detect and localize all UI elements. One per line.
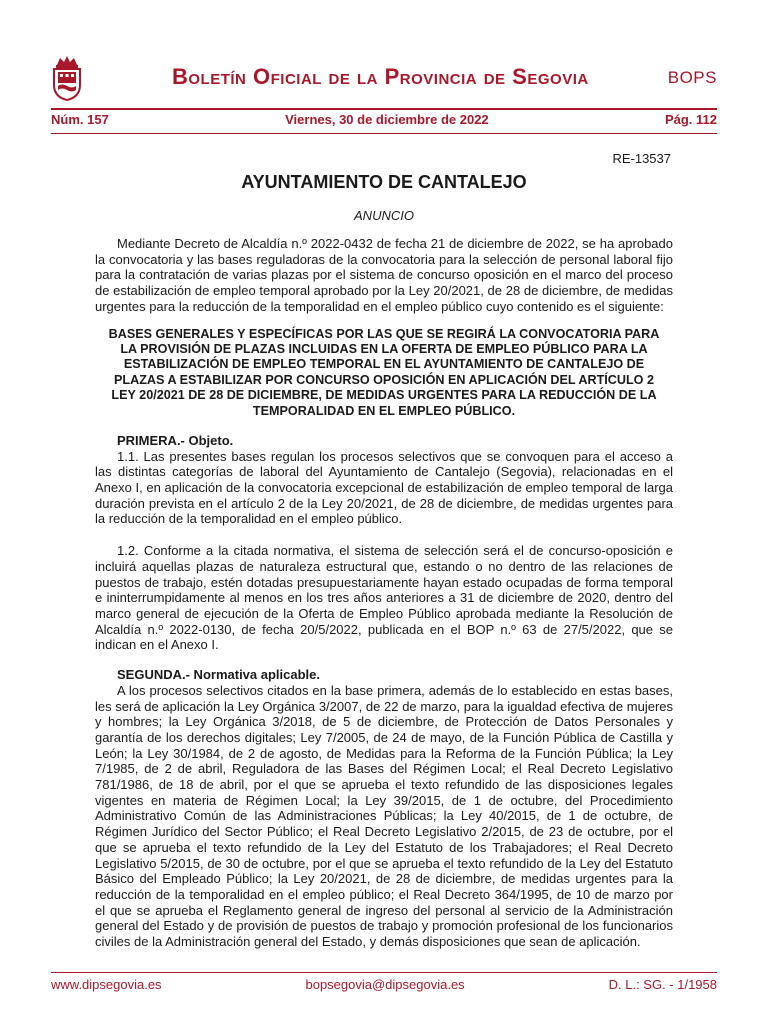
registry-reference: RE-13537: [612, 151, 671, 166]
email-link[interactable]: bopsegovia@dipsegovia.es: [305, 977, 465, 992]
paragraph-1-1: 1.1. Las presentes bases regulan los procesos selectivos que se convoquen para el acceso a las distintas categorías de laboral del Ayuntamiento de Cantalejo (Segovia), relacionadas en el Anexo I, en aplicación de la convocatoria excepcional de estabilización de empleo temporal de larga duración prevista en el artículo 2 de la Ley 20/2021, de 28 de diciembre, de medidas urgentes para la reducción de la temporalidad en el empleo público.: [95, 448, 673, 527]
bulletin-title: Boletín Oficial de la Provincia de Segovia: [172, 64, 589, 89]
paragraph-1-2: 1.2. Conforme a la citada normativa, el sistema de selección será el de concurso-oposición e incluirá aquellas plazas de naturaleza estructural que, estando o no dentro de las relaciones de puestos de trabajo, estén dotadas presupuestariamente hayan estado ocupadas de forma temporal e ininterrumpidamente al menos en los tres años anteriores a 31 de diciembre de 2020, dentro del marco general de ejecución de la Oferta de Empleo Público aprobada mediante la Resolución de Alcaldía n.º 2022-0130, de fecha 20/5/2022, publicada en el BOP n.º 63 de 27/5/2022, que se indican en el Anexo I.: [95, 543, 673, 653]
paragraph-2: A los procesos selectivos citados en la base primera, además de lo establecido en estas bases, les será de aplicación la Ley Orgánica 3/2007, de 22 de marzo, para la igualdad efectiva de mujeres y hombres; la Ley Orgánica 3/2018, de 5 de diciembre, de Protección de Datos Personales y garantía de los derechos digitales; Ley 7/2005, de 24 de mayo, de la Función Pública de Castilla y León; la Ley 30/1984, de 2 de agosto, de Medidas para la Reforma de la Función Pública; la Ley 7/1985, de 2 de abril, Reguladora de las Bases del Régimen Local; el Real Decreto Legislativo 781/1986, de 18 de abril, por el que se aprueba el texto refundido de las disposiciones legales vigentes en materia de Régimen Local; la Ley 39/2015, de 1 de octubre, del Procedimiento Administrativo Común de las Administraciones Públicas; la Ley 40/2015, de 1 de octubre, de Régimen Jurídico del Sector Público; el Real Decreto Legislativo 2/2015, de 23 de octubre, por el que se aprueba el texto refundido de la Ley del Estatuto de los Trabajadores; el Real Decreto Legislativo 5/2015, de 30 de octubre, por el que se aprueba el texto refundido de la Ley del Estatuto Básico del Empleado Público; la Ley 20/2021, de 28 de diciembre, de medidas urgentes para la reducción de la temporalidad en el empleo público; el Real Decreto 364/1995, de 10 de marzo por el que se aprueba el Reglamento general de ingreso del personal al servicio de la Administración general del Estado y de provisión de puestos de trabajo y promoción profesional de los funcionarios civiles de la Administración general del Estado, y demás disposiciones que sean de aplicación.: [95, 682, 673, 950]
document-type: ANUNCIO: [354, 208, 414, 223]
website-link[interactable]: www.dipsegovia.es: [51, 977, 162, 992]
bulletin-abbreviation: BOPS: [667, 68, 717, 87]
section-heading-primera: PRIMERA.- Objeto.: [117, 432, 234, 448]
section-heading-segunda: SEGUNDA.- Normativa aplicable.: [117, 667, 320, 683]
bases-title: BASES GENERALES Y ESPECÍFICAS POR LAS QUE SE REGIRÁ LA CONVOCATORIA PARA LA PROVISIÓN DE PLAZAS INCLUIDAS EN LA OFERTA DE EMPLEO PÚBLICO PARA LA ESTABILIZACIÓN DE EMPLEO TEMPORAL EN EL AYUNTAMIENTO DE CANTALEJO DE PLAZAS A ESTABILIZAR POR CONCURSO OPOSICIÓN EN APLICACIÓN DEL ARTÍCULO 2 LEY 20/2021 DE 28 DE DICIEMBRE, DE MEDIDAS URGENTES PARA LA REDUCCIÓN DE LA TEMPORALIDAD EN EL EMPLEO PÚBLICO.: [108, 326, 660, 418]
issue-number: Núm. 157: [51, 112, 109, 127]
segovia-crest-icon: [51, 55, 83, 101]
issue-meta-row: [51, 112, 717, 130]
footer-divider: [51, 972, 717, 973]
issue-date: Viernes, 30 de diciembre de 2022: [285, 112, 489, 127]
document-body: [95, 236, 673, 950]
page-number: Pág. 112: [664, 112, 717, 127]
meta-divider: [51, 133, 717, 134]
organization-title: AYUNTAMIENTO DE CANTALEJO: [241, 172, 527, 192]
legal-deposit: D. L.: SG. - 1/1958: [608, 977, 717, 992]
intro-paragraph: Mediante Decreto de Alcaldía n.º 2022-0432 de fecha 21 de diciembre de 2022, se ha aprobado la convocatoria y las bases reguladoras de la convocatoria para la selección de personal laboral fijo para la contratación de varias plazas por el sistema de concurso oposición en el marco del proceso de estabilización de empleo temporal aprobado por la Ley 20/2021, de 28 de diciembre, de medidas urgentes para la reducción de la temporalidad en el empleo público cuyo contenido es el siguiente:: [95, 236, 673, 314]
page-footer: [51, 977, 717, 992]
header-divider: [51, 108, 717, 110]
